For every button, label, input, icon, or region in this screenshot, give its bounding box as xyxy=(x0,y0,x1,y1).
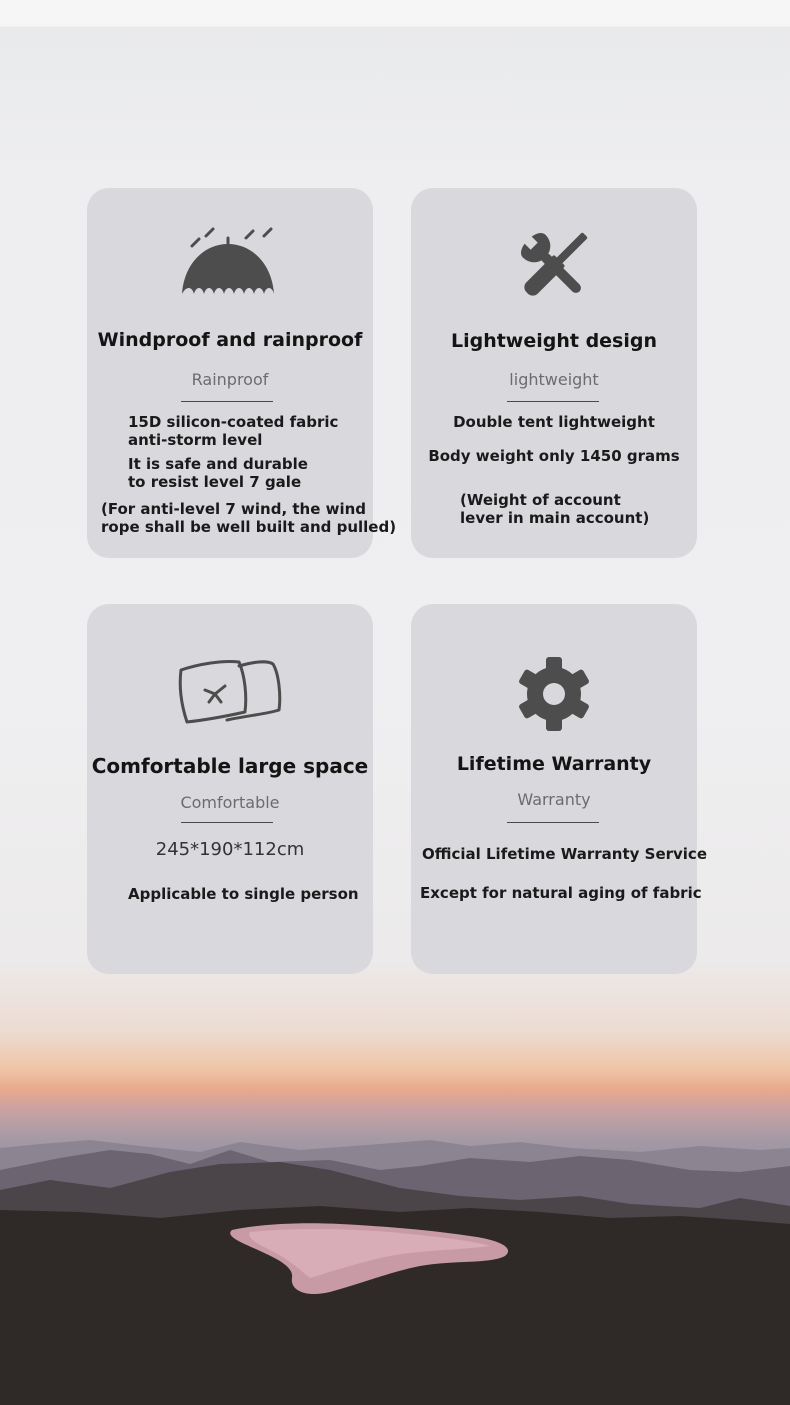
mountain-lake-landscape xyxy=(0,1100,790,1405)
card-line: rope shall be well built and pulled) xyxy=(101,518,397,536)
pillow-icon xyxy=(87,656,373,728)
card-line: Except for natural aging of fabric xyxy=(420,884,702,902)
card-line: It is safe and durable xyxy=(128,455,308,473)
card-line: (Weight of account xyxy=(460,491,621,509)
card-line: (For anti-level 7 wind, the wind xyxy=(101,500,367,518)
card-subtitle: Warranty xyxy=(517,790,591,809)
card-subtitle: Rainproof xyxy=(191,370,269,389)
umbrella-rain-icon xyxy=(87,224,373,296)
card-title: Windproof and rainproof xyxy=(97,329,363,351)
card-subtitle: lightweight xyxy=(509,370,599,389)
card-divider xyxy=(507,822,599,823)
card-subtitle: Comfortable xyxy=(180,793,280,812)
card-line: 245*190*112cm xyxy=(155,839,305,860)
feature-card-windproof xyxy=(87,188,397,558)
card-line: Double tent lightweight xyxy=(453,413,655,431)
card-line: Body weight only 1450 grams xyxy=(428,447,680,465)
card-title: Comfortable large space xyxy=(91,754,369,778)
card-title: Lifetime Warranty xyxy=(456,753,652,775)
card-divider xyxy=(507,401,599,402)
feature-card-lightweight xyxy=(411,188,697,558)
tools-icon xyxy=(411,224,697,308)
card-title: Lightweight design xyxy=(450,330,658,352)
feature-card-warranty xyxy=(411,604,707,974)
card-line: lever in main account) xyxy=(460,509,650,527)
feature-card-comfortable xyxy=(87,604,373,974)
card-line: Applicable to single person xyxy=(128,885,359,903)
card-line: 15D silicon-coated fabric xyxy=(128,413,339,431)
card-line: to resist level 7 gale xyxy=(128,473,302,491)
gear-icon xyxy=(411,656,697,732)
card-line: anti-storm level xyxy=(128,431,263,449)
card-divider xyxy=(181,401,273,402)
card-divider xyxy=(181,822,273,823)
card-line: Official Lifetime Warranty Service xyxy=(422,845,707,863)
